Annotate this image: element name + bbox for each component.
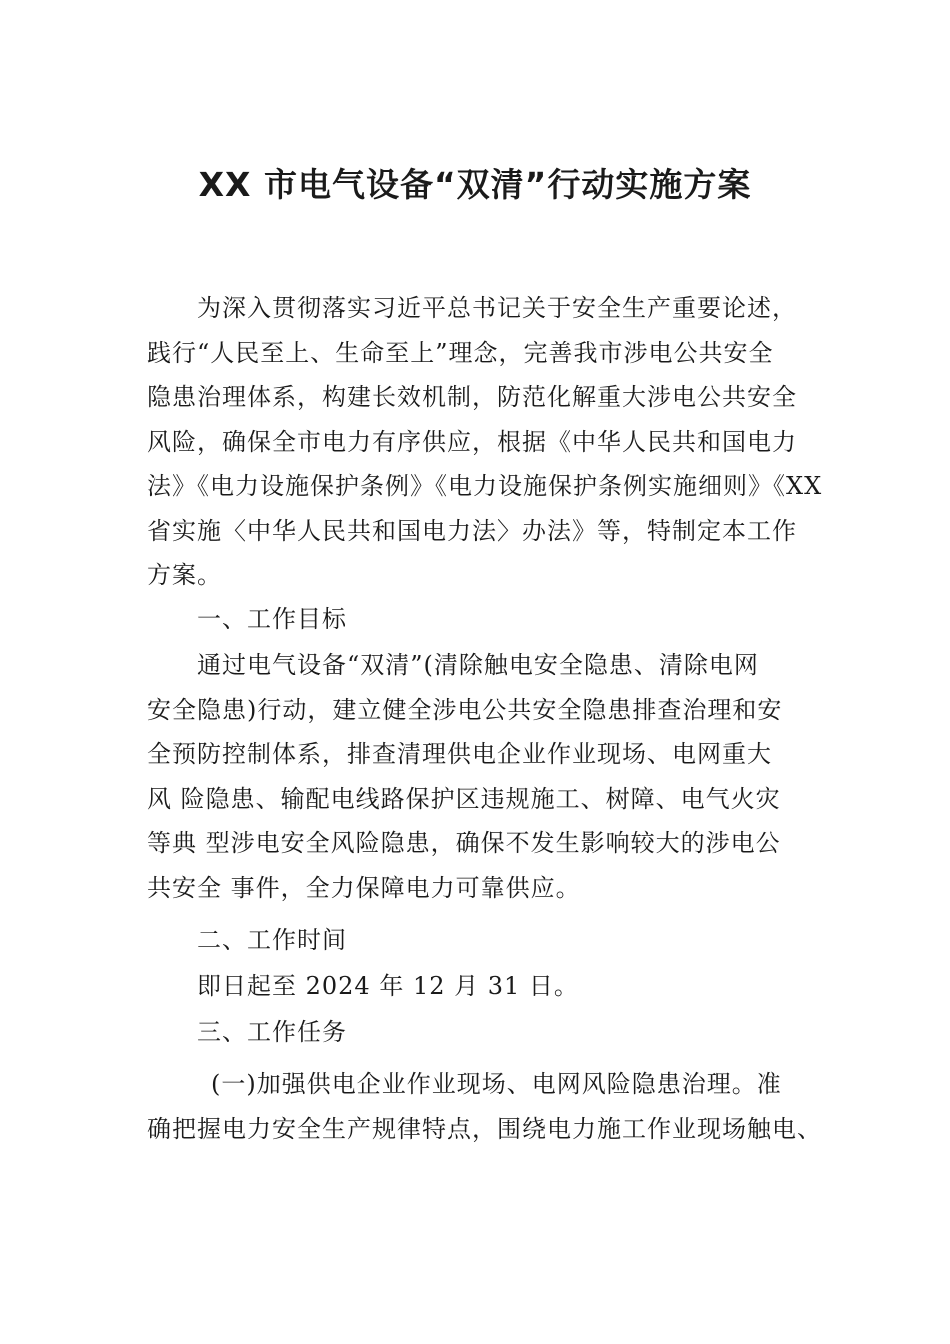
- time-line: 即日起至 2024 年 12 月 31 日。: [197, 972, 579, 1000]
- section-heading-tasks: 三、工作任务: [197, 1018, 347, 1046]
- section-heading-time-wrap: [147, 918, 827, 963]
- intro-line: 法》《电力设施保护条例》《电力设施保护条例实施细则》《XX: [147, 472, 823, 500]
- section-heading-time: 二、工作时间: [197, 926, 347, 954]
- goals-paragraph: [147, 643, 827, 910]
- section-heading-goals-wrap: [147, 597, 827, 642]
- goals-line: 等典 型涉电安全风险隐患，确保不发生影响较大的涉电公: [147, 829, 781, 857]
- goals-line: 共安全 事件，全力保障电力可靠供应。: [147, 873, 581, 902]
- goals-line: 通过电气设备“双清”(清除触电安全隐患、清除电网: [197, 651, 759, 679]
- intro-line: 省实施〈中华人民共和国电力法〉办法》等，特制定本工作: [147, 516, 797, 545]
- document-title: XX 市电气设备“双清”行动实施方案: [198, 165, 752, 204]
- intro-line: 风险，确保全市电力有序供应，根据《中华人民共和国电力: [147, 427, 797, 456]
- goals-line: 安全隐患)行动，建立健全涉电公共安全隐患排查治理和安: [147, 695, 783, 724]
- intro-line: 为深入贯彻落实习近平总书记关于安全生产重要论述，: [197, 294, 797, 322]
- time-paragraph: [147, 964, 827, 1009]
- tasks-line: 确把握电力安全生产规律特点，围绕电力施工作业现场触电、: [147, 1114, 822, 1143]
- tasks-line: (一)加强供电企业作业现场、电网风险隐患治理。准: [211, 1070, 782, 1098]
- goals-line: 风 险隐患、输配电线路保护区违规施工、树障、电气火灾: [147, 784, 781, 813]
- tasks-paragraph: [147, 1062, 827, 1151]
- intro-line: 隐患治理体系，构建长效机制，防范化解重大涉电公共安全: [147, 383, 797, 411]
- intro-paragraph: [147, 286, 827, 598]
- intro-line: 方案。: [147, 561, 222, 589]
- section-heading-tasks-wrap: [147, 1010, 827, 1055]
- section-heading-goals: 一、工作目标: [197, 605, 347, 633]
- goals-line: 全预防控制体系，排查清理供电企业作业现场、电网重大: [147, 740, 772, 768]
- intro-line: 践行“人民至上、生命至上”理念，完善我市涉电公共安全: [147, 338, 774, 367]
